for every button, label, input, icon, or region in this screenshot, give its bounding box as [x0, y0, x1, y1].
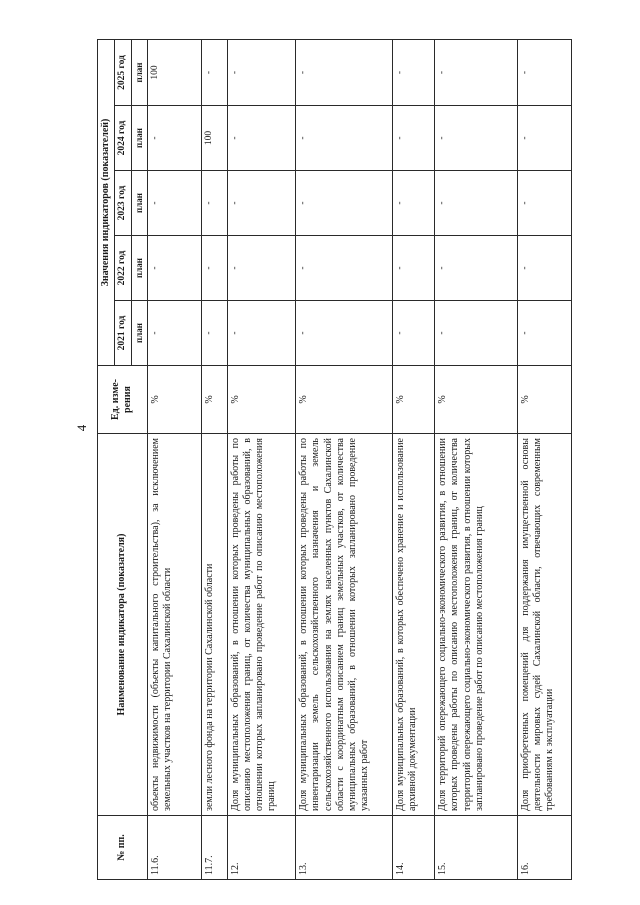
row-unit: % [517, 366, 571, 434]
header-year: 2023 год [115, 171, 132, 236]
row-value: - [147, 106, 201, 171]
row-value: - [296, 40, 393, 106]
row-unit: % [296, 366, 393, 434]
header-plan: план [131, 106, 147, 171]
table-row [296, 40, 393, 880]
header-plan: план [131, 301, 147, 366]
row-value: - [147, 171, 201, 236]
row-value: - [517, 301, 571, 366]
row-value: 100 [201, 106, 227, 171]
row-value: - [517, 106, 571, 171]
row-value: - [147, 301, 201, 366]
row-value: - [227, 40, 295, 106]
header-num: № пп. [98, 816, 148, 880]
row-num: 15. [435, 816, 517, 880]
row-value: - [227, 171, 295, 236]
header-name: Наименование индикатора (показателя) [98, 434, 148, 816]
row-value: - [435, 171, 517, 236]
page-number: 4 [74, 424, 89, 432]
row-unit: % [147, 366, 201, 434]
row-value: - [296, 106, 393, 171]
header-row [98, 40, 115, 880]
row-value: - [435, 40, 517, 106]
row-value: - [392, 236, 434, 301]
row-num: 16. [517, 816, 571, 880]
header-unit: Ед. изме-рения [98, 366, 148, 434]
row-value: - [392, 40, 434, 106]
row-value: - [517, 171, 571, 236]
header-plan: план [131, 40, 147, 106]
table-row [392, 40, 434, 880]
table-row [147, 40, 201, 880]
table-row [227, 40, 295, 880]
row-unit: % [435, 366, 517, 434]
header-plan: план [131, 171, 147, 236]
row-num: 11.7. [201, 816, 227, 880]
row-num: 14. [392, 816, 434, 880]
row-value: - [201, 301, 227, 366]
row-value: - [147, 236, 201, 301]
header-plan: план [131, 236, 147, 301]
row-name: Доля муниципальных образований, в которых обеспечено хранение и использование архивной документации [392, 434, 434, 816]
row-unit: % [227, 366, 295, 434]
row-value: - [435, 236, 517, 301]
row-num: 13. [296, 816, 393, 880]
header-year: 2024 год [115, 106, 132, 171]
header-year: 2025 год [115, 40, 132, 106]
row-value: - [435, 106, 517, 171]
table-row [201, 40, 227, 880]
header-values-group: Значения индикаторов (показателей) [98, 40, 115, 366]
header-year: 2022 год [115, 236, 132, 301]
row-value: - [296, 171, 393, 236]
row-value: - [201, 236, 227, 301]
row-value: 100 [147, 40, 201, 106]
row-name: Доля муниципальных образований, в отношении которых проведены работы по инвентаризации земель сельскохозяйственного назначения и земель сельскохозяйственного использования на землях населенных пунктов Сахалинской области с координатным описанием границ земельных участков, от количества муниципальных образований, в отношении которых запланировано проведение указанных работ [296, 434, 393, 816]
row-value: - [435, 301, 517, 366]
row-name: Доля приобретенных помещений для поддержания имущественной основы деятельности мировых судей Сахалинской области, отвечающих современным требованиям к эксплуатации [517, 434, 571, 816]
row-unit: % [392, 366, 434, 434]
row-name: Доля муниципальных образований, в отношении которых проведены работы по описанию местоположения границ, от количества муниципальных образований, в отношении которых запланировано проведение работ по описанию местоположения границ [227, 434, 295, 816]
row-unit: % [201, 366, 227, 434]
row-value: - [392, 301, 434, 366]
row-value: - [392, 171, 434, 236]
row-value: - [296, 236, 393, 301]
row-name: Доля территорий опережающего социально-экономического развития, в отношении которых проведены работы по описанию местоположения границ, от количества территорий опережающего социально-экономического развития, в отношении которых запланировано проведение работ по описанию местоположения границ [435, 434, 517, 816]
indicators-table-wrapper [97, 40, 572, 880]
row-value: - [227, 301, 295, 366]
row-value: - [227, 236, 295, 301]
row-value: - [517, 236, 571, 301]
row-value: - [296, 301, 393, 366]
row-name: земли лесного фонда на территории Сахалинской области [201, 434, 227, 816]
row-value: - [517, 40, 571, 106]
row-value: - [201, 40, 227, 106]
row-value: - [201, 171, 227, 236]
table-row [517, 40, 571, 880]
row-value: - [392, 106, 434, 171]
indicators-table [97, 39, 572, 880]
row-num: 12. [227, 816, 295, 880]
header-year: 2021 год [115, 301, 132, 366]
row-num: 11.6. [147, 816, 201, 880]
row-name: объекты недвижимости (объекты капитального строительства), за исключением земельных участков на территории Сахалинской области [147, 434, 201, 816]
row-value: - [227, 106, 295, 171]
table-row [435, 40, 517, 880]
